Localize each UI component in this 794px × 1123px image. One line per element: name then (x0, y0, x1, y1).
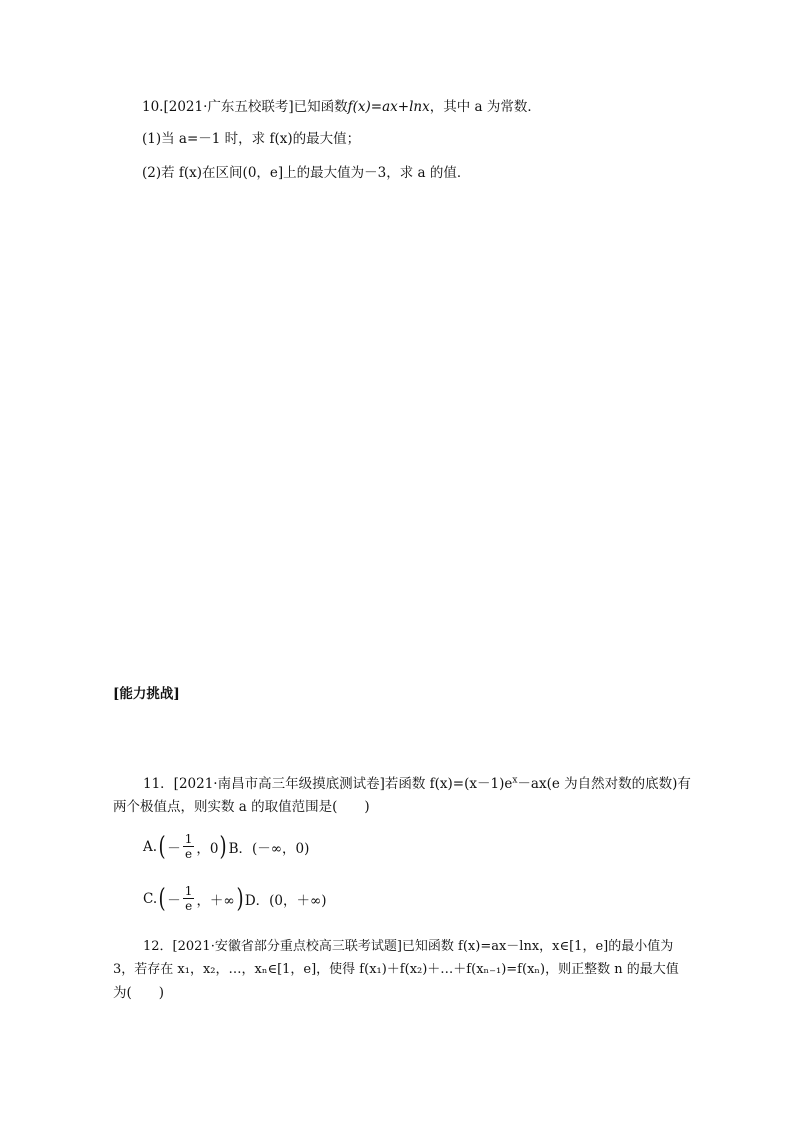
right-paren-icon: ) (219, 831, 228, 862)
fraction-numerator: 1 (184, 832, 193, 846)
left-paren-icon: ( (158, 883, 166, 914)
q10-part2: (2)若 f(x)在区间(0，e]上的最大值为－3，求 a 的值． (142, 165, 471, 181)
right-paren-icon: ) (236, 883, 244, 914)
q10-part1: (1)当 a=－1 时，求 f(x)的最大值； (142, 131, 361, 147)
left-paren-icon: ( (158, 831, 166, 862)
q11-line1 (143, 775, 691, 793)
q12-line1: 12．[2021·安徽省部分重点校高三联考试题]已知函数 f(x)=ax－lnx，x∈[1，e]的最小值为 (143, 939, 674, 954)
fraction-numerator: 1 (184, 884, 193, 898)
q10-stem-func: f(x)=ax+lnx (347, 99, 430, 115)
q11-line1-tail: －ax(e 为自然对数的底数)有 (517, 776, 691, 792)
q10-stem-prefix: 10.[2021·广东五校联考]已知函数 (142, 99, 348, 115)
fraction-denominator: e (184, 847, 193, 861)
q10-stem-suffix: ，其中 a 为常数． (429, 99, 541, 115)
q11-option-c-label: C. (143, 890, 158, 907)
section-title: [能力挑战] (113, 686, 180, 702)
q11-option-c-d (143, 884, 327, 913)
q12-line3: 为( ) (113, 985, 165, 1001)
q10-stem (142, 98, 541, 116)
fraction-denominator: e (185, 899, 193, 913)
q11-line2: 两个极值点，则实数 a 的取值范围是( ) (113, 799, 370, 815)
q11-option-c-fraction (183, 884, 195, 913)
q11-option-d: D．(0，＋∞) (244, 892, 327, 909)
q11-option-c-right: ，＋∞ (196, 892, 235, 909)
q11-line1-text: 11．[2021·南昌市高三年级摸底测试卷]若函数 f(x)=(x－1)e (143, 776, 513, 792)
q12-line2: 3，若存在 x₁，x₂，…，xₙ∈[1，e]，使得 f(x₁)＋f(x₂)＋…＋f(xₙ₋₁)=f(xₙ)，则正整数 n 的最大值 (113, 962, 679, 977)
q11-option-b: B．(－∞，0) (228, 840, 310, 857)
q11-option-a-left: － (167, 840, 181, 857)
q11-option-a-b (143, 832, 309, 861)
q11-option-a-right: ，0 (196, 840, 219, 857)
q11-option-c-left: － (167, 892, 181, 909)
q11-option-a-label: A. (143, 838, 158, 855)
q11-line1-sup: x (512, 775, 518, 786)
q11-option-a-fraction (183, 832, 195, 861)
